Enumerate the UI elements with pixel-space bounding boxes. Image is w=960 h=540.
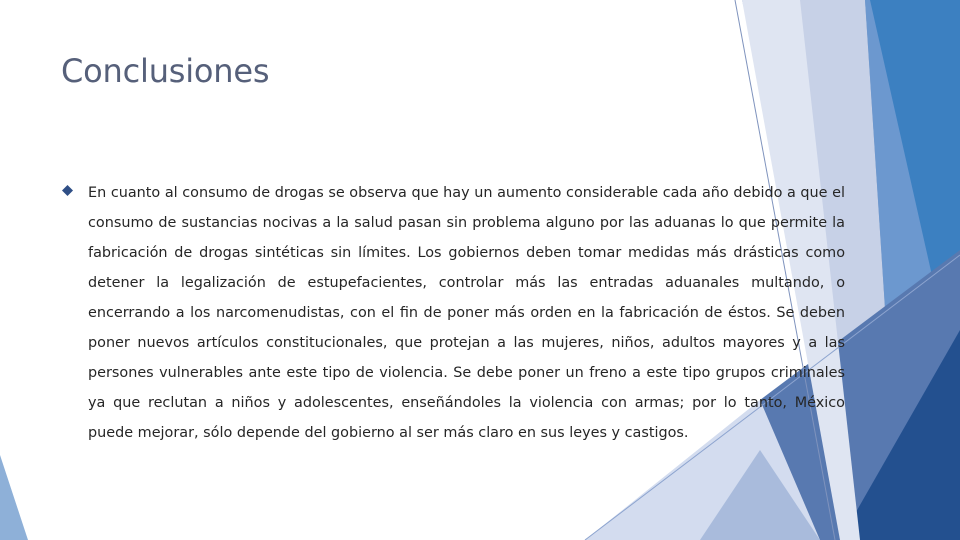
conclusion-paragraph: En cuanto al consumo de drogas se observa que hay un aumento considerable cada año debido a que el consumo de sustancias nocivas a la salud pasan sin problema alguno por las aduanas lo que permite la fabricación de drogas sintéticas sin límites. Los gobiernos deben tomar medidas más drásticas como detener la legalización de estupefacientes, controlar más las entradas aduanales multando, o encerrando a los narcomenudistas, con el fin de poner más orden en la fabricación de éstos. Se deben poner nuevos artículos constitucionales, que protejan a las mujeres, niños, adultos mayores y a las persones vulnerables ante este tipo de violencia. Se debe poner un freno a este tipo grupos criminales ya que reclutan a niños y adolescentes, enseñándoles la violencia con armas; por lo tanto, México puede mejorar, sólo depende del gobierno al ser más claro en sus leyes y castigos. <box>88 185 845 441</box>
slide-title: Conclusiones <box>61 52 270 90</box>
diamond-icon <box>62 185 73 196</box>
left-facet <box>0 455 28 540</box>
